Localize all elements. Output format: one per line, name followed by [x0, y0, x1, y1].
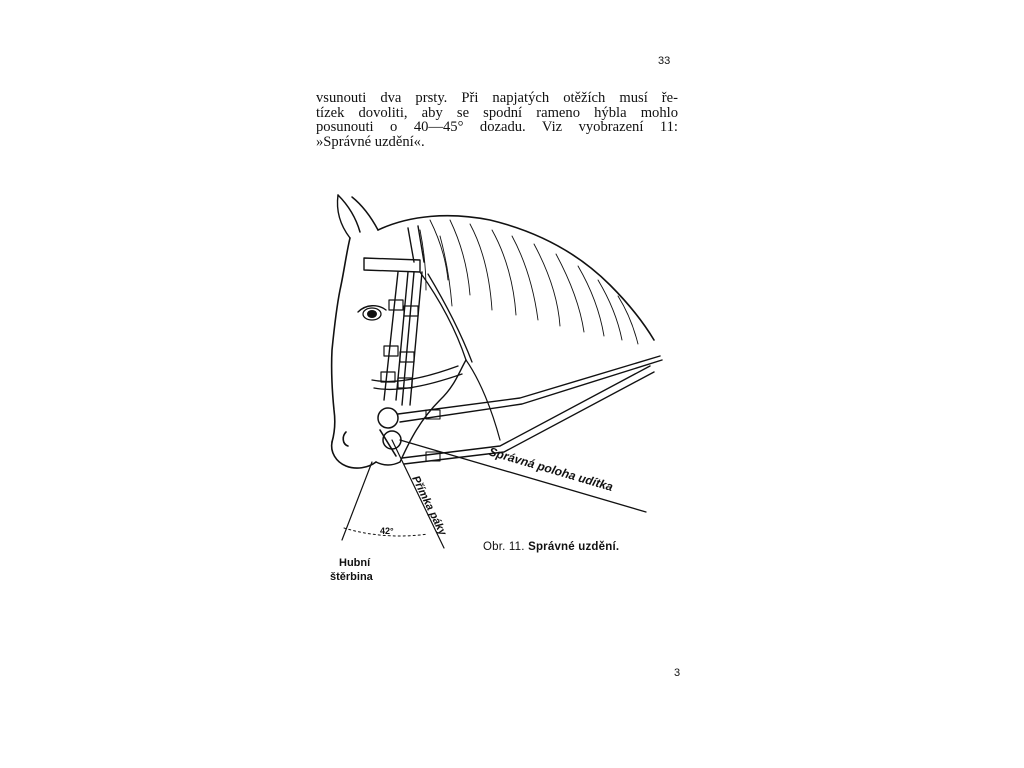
head-front-outline [332, 238, 350, 442]
ear-right-outline [352, 197, 378, 230]
body-line: posunouti o 40—45° dozadu. Viz vyobrazení 11: [316, 119, 678, 136]
body-line: »Správné uzdění«. [316, 133, 425, 150]
body-line: vsunouti dva prsty. Při napjatých otěžích musí ře- [316, 90, 678, 106]
caption-prefix: Obr. 11. [483, 541, 525, 553]
throatlatch [420, 272, 466, 360]
rein-lower [402, 366, 650, 458]
muzzle-outline [332, 442, 376, 468]
caption-title: Správné uzdění. [528, 541, 620, 553]
page-number-bottom: 3 [674, 667, 681, 679]
bit-position-line [400, 440, 646, 512]
label-angle: 42° [380, 526, 394, 536]
label-mouth-line-1: Hubní [339, 557, 371, 569]
label-lever-line: Přímka páky [409, 474, 449, 538]
eye-pupil [367, 310, 377, 318]
label-mouth-line-2: štěrbina [330, 571, 373, 583]
jaw-outline [400, 360, 466, 462]
label-bit-position: Správná poloha udítka [487, 444, 615, 495]
mouth-slit-line [342, 462, 372, 540]
figure-caption [483, 541, 619, 553]
body-line: tízek dovoliti, aby se spodní rameno hýbla mohlo [316, 104, 678, 121]
rein-upper [398, 356, 660, 414]
nostril [343, 432, 348, 446]
bit-ring-upper [378, 408, 398, 428]
page-number-top: 33 [658, 55, 671, 67]
browband [364, 258, 420, 272]
